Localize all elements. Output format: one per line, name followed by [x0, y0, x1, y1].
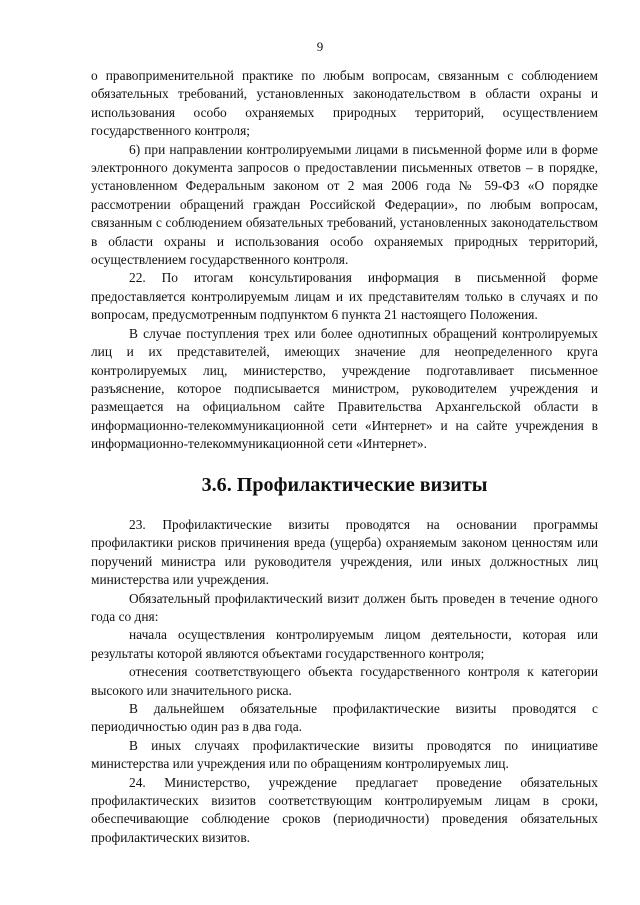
paragraph: В дальнейшем обязательные профилактические визиты проводятся с периодичностью один раз в два года. — [91, 701, 598, 735]
paragraph: 24. Министерство, учреждение предлагает проведение обязательных профилактических визитов соответствующим контролируемым лицам в сроки, обеспечивающие соблюдение сроков (периодичности) проведения обязательных профилактических визитов. — [91, 774, 598, 845]
paragraph: начала осуществления контролируемым лицом деятельности, которая или результаты которой являются объектами государственного контроля; — [91, 627, 598, 661]
paragraph: о правоприменительной практике по любым вопросам, связанным с соблюдением обязательных требований, установленных законодательством в области охраны и использования особо охраняемых природных территорий, осуществлением государственного контроля; — [91, 68, 598, 139]
paragraph: В случае поступления трех или более однотипных обращений контролируемых лиц и их представителей, имеющих значение для неопределенного круга контролируемых лиц, министерство, учреждение подготавливает письменное разъяснение, которое подписывается министром, руководителем учреждения и размещается на официальном сайте Правительства Архангельской области в информационно-телекоммуникационной сети «Интернет» и на сайте учреждения в информационно-телекоммуникационной сети «Интернет». — [91, 325, 598, 452]
paragraph: Обязательный профилактический визит должен быть проведен в течение одного года со дня: — [91, 590, 598, 624]
page-number: 9 — [316, 39, 324, 54]
paragraph: В иных случаях профилактические визиты проводятся по инициативе министерства или учреждения или по обращениям контролируемых лиц. — [91, 737, 598, 772]
section-heading: 3.6. Профилактические визиты — [201, 473, 488, 496]
paragraph: отнесения соответствующего объекта государственного контроля к категории высокого или значительного риска. — [91, 664, 598, 698]
paragraph: 23. Профилактические визиты проводятся на основании программы профилактики рисков причинения вреда (ущерба) охраняемым законом ценностям или поручений министра или руководителя учреждения, или иных должностных лиц министерства или учреждения. — [91, 516, 598, 588]
paragraph: 22. По итогам консультирования информация в письменной форме предоставляется контролируемым лицам и их представителям только в случаях и по вопросам, предусмотренным подпунктом 6 пункта 21 настоящего Положения. — [91, 270, 598, 323]
paragraph: 6) при направлении контролируемыми лицами в письменной форме или в форме электронного документа запросов о предоставлении письменных ответов – в порядке, установленном Федеральным законом от 2 мая 2006 года № 59-ФЗ «О порядке рассмотрении обращений граждан Российской Федерации», по любым вопросам, связанным с соблюдением обязательных требований, установленных законодательством в области охраны и использования особо охраняемых природных территорий, осуществлением государственного контроля. — [91, 141, 598, 268]
page-content — [91, 67, 598, 847]
